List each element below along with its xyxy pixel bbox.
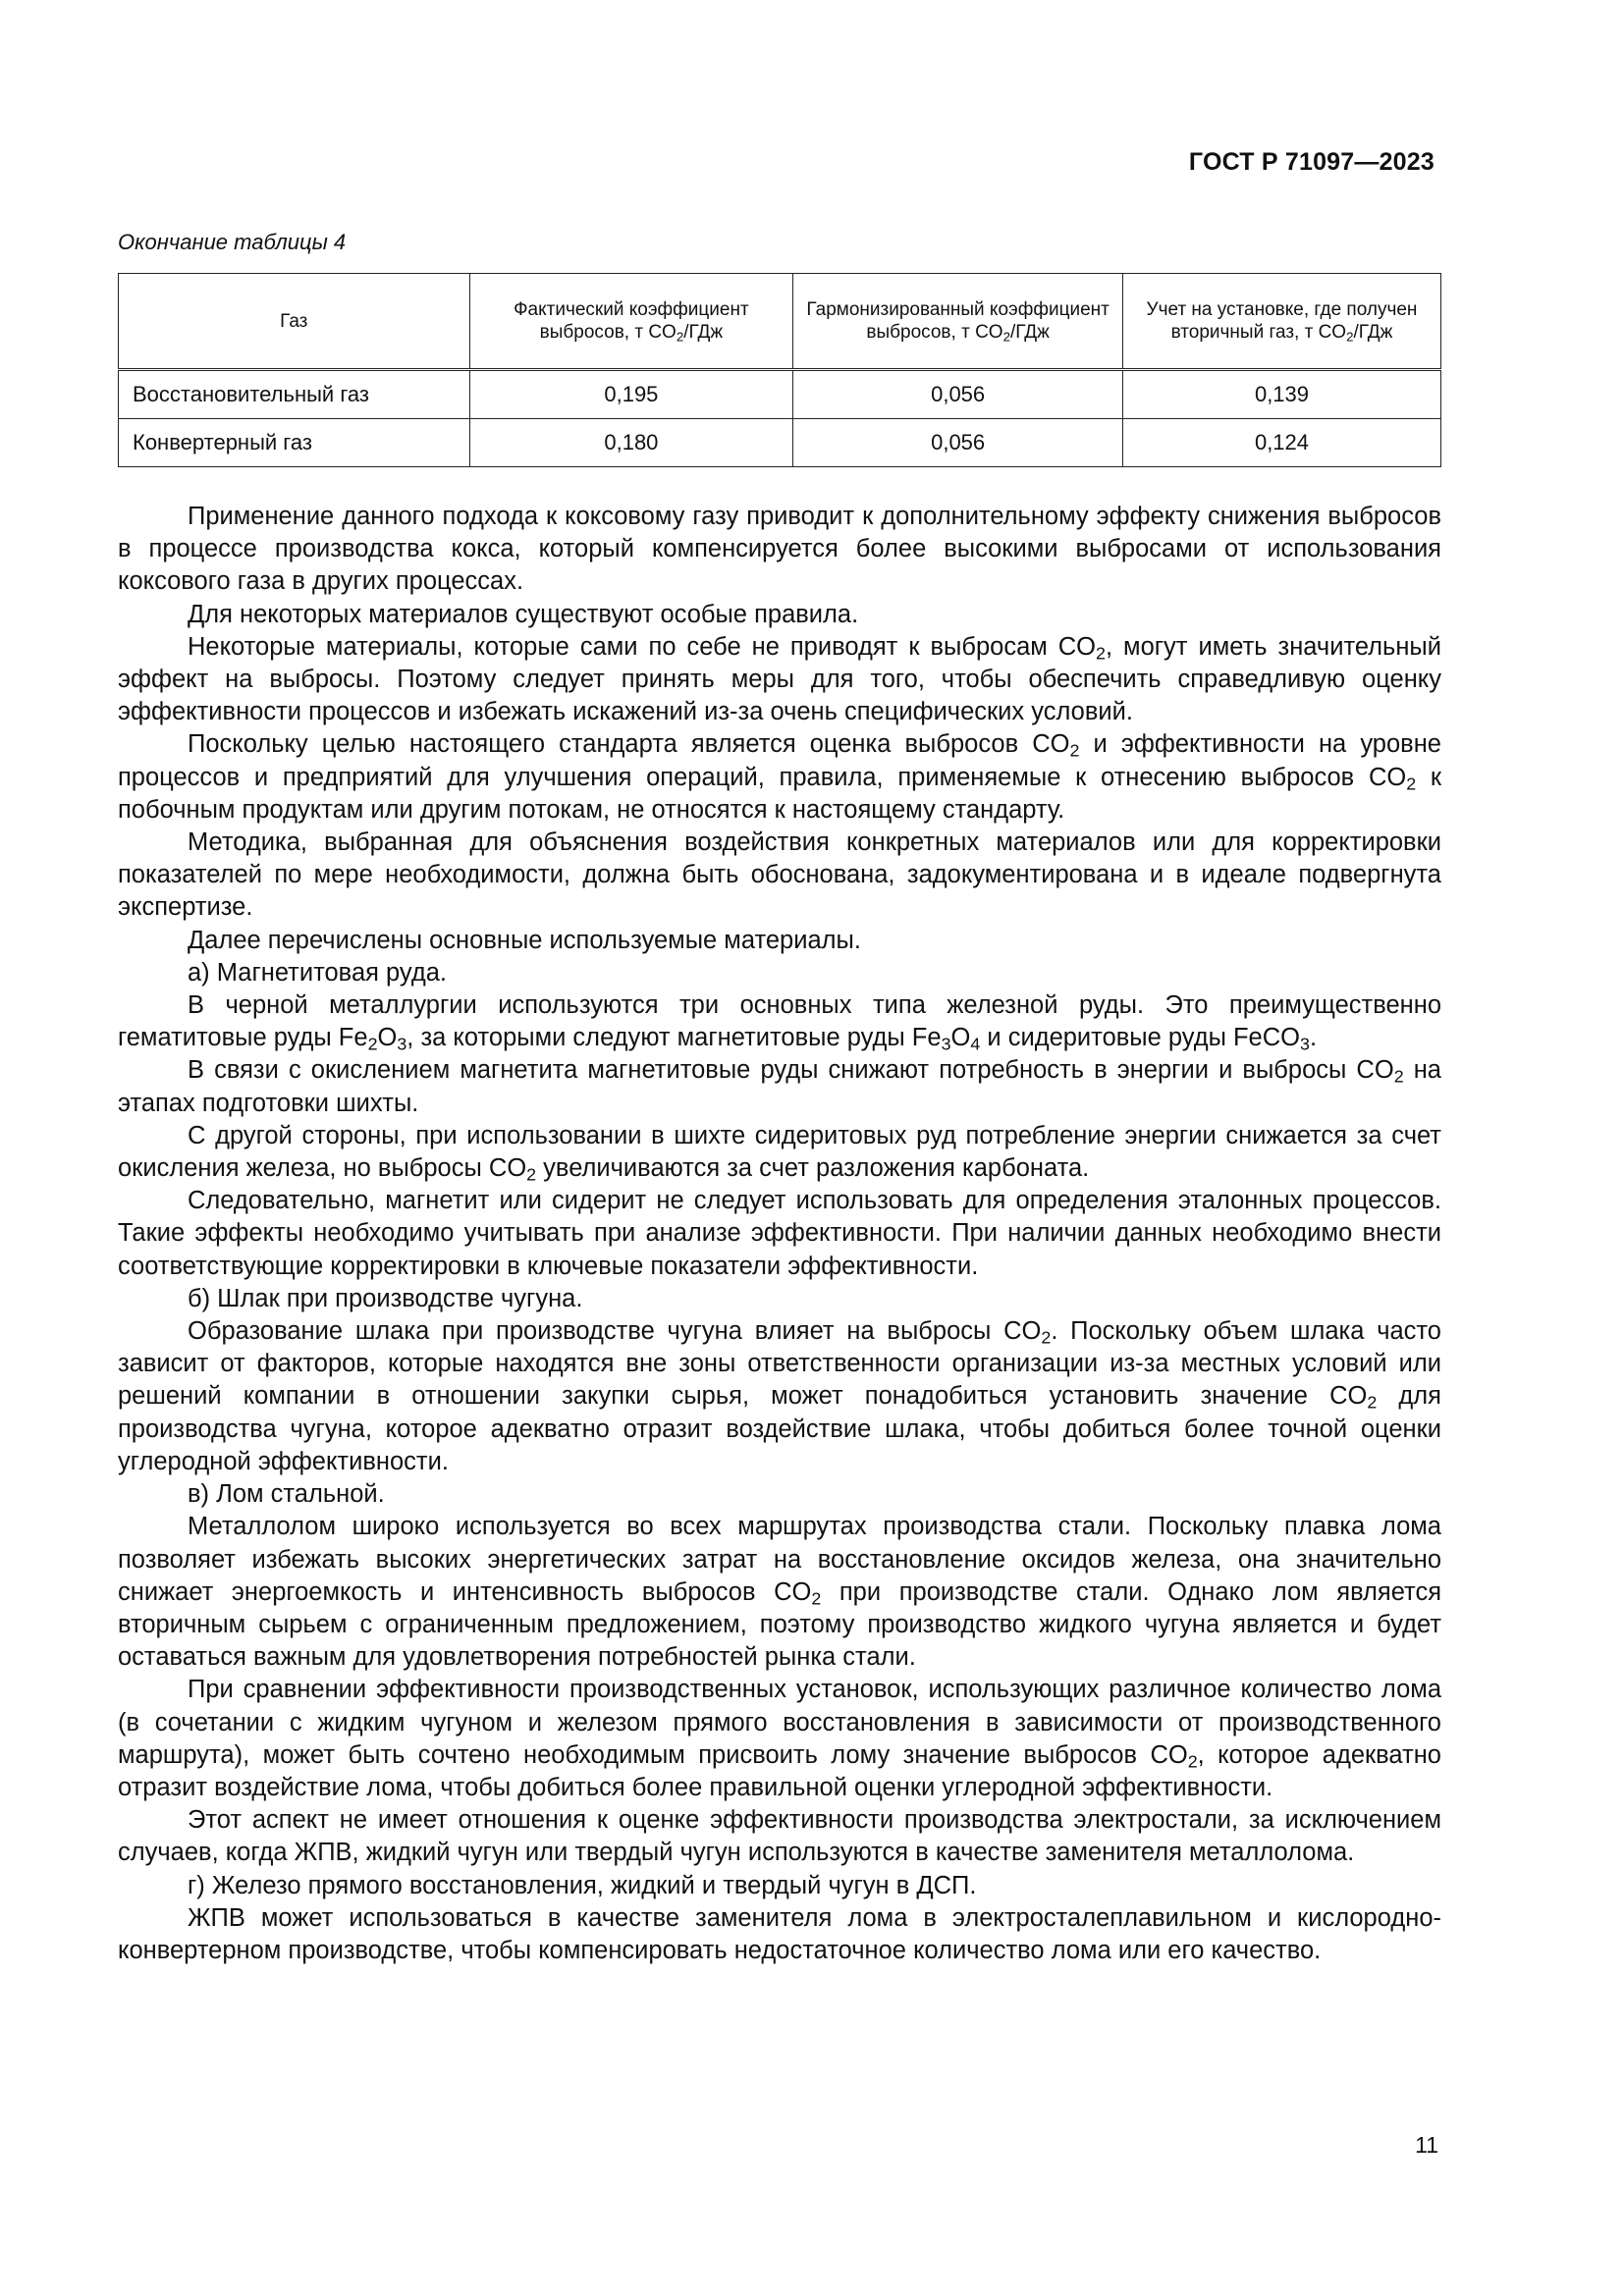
paragraph: Следовательно, магнетит или сидерит не следует использовать для определения эталонных процессов. Такие эффекты необходимо учитывать при анализе эффективности. При наличии данных необходимо внести соответствующие корректировки в ключевые показатели эффективности. xyxy=(118,1187,1441,1280)
table-cell: 0,180 xyxy=(469,419,793,467)
paragraph: Этот аспект не имеет отношения к оценке эффективности производства электростали, за исключением случаев, когда ЖПВ, жидкий чугун или твердый чугун используются в качестве заменителя металлолома. xyxy=(118,1806,1441,1867)
table-cell: 0,195 xyxy=(469,370,793,419)
paragraph: Для некоторых материалов существуют особые правила. xyxy=(188,600,859,628)
table-header-cell: Газ xyxy=(119,274,470,370)
table-cell: Восстановительный газ xyxy=(119,370,470,419)
paragraph: При сравнении эффективности производственных установок, использующих различное количество лома (в сочетании с жидким чугуном и железом прямого восстановления в зависимости от производственного маршрута), может быть сочтено необходимым присвоить лому значение выбросов $CO_2$, которое адекватно отразит воздействие лома, чтобы добиться более правильной оценки углеродной эффективности. xyxy=(118,1676,1441,1801)
table-row xyxy=(119,419,1441,467)
list-item: г) Железо прямого восстановления, жидкий и твердый чугун в ДСП. xyxy=(188,1871,977,1899)
paragraph: Некоторые материалы, которые сами по себе не приводят к выбросам $CO_2$, могут иметь значительный эффект на выбросы. Поэтому следует принять меры для того, чтобы обеспечить справедливую оценку эффективности процессов и избежать искажений из-за очень специфических условий. xyxy=(118,632,1441,726)
page-number: 11 xyxy=(1415,2132,1438,2158)
paragraph: Поскольку целью настоящего стандарта является оценка выбросов $CO_2$ и эффективности на уровне процессов и предприятий для улучшения операций, правила, применяемые к отнесению выбросов $CO_2$ к побочным продуктам или другим потокам, не относятся к настоящему стандарту. xyxy=(118,730,1442,824)
paragraph: Методика, выбранная для объяснения воздействия конкретных материалов или для корректировки показателей по мере необходимости, должна быть обоснована, задокументирована и в идеале подвергнута экспертизе. xyxy=(118,828,1441,922)
paragraph: С другой стороны, при использовании в шихте сидеритовых руд потребление энергии снижается за счет окисления железа, но выбросы $CO_2$ увеличиваются за счет разложения карбоната. xyxy=(118,1121,1441,1185)
body-text xyxy=(118,501,1441,1967)
table-cell: 0,056 xyxy=(793,419,1123,467)
table-row xyxy=(119,370,1441,419)
table-header-cell: Фактический коэффициент выбросов, т $CO_2$/ГДж xyxy=(469,274,793,370)
emission-factors-table xyxy=(118,273,1441,467)
paragraph: В черной металлургии используются три основных типа железной руды. Это преимущественно гематитовые руды $Fe_2O_3$, за которыми следуют магнетитовые руды $Fe_3O_4$ и сидеритовые руды FeCO$_3$. xyxy=(118,991,1441,1054)
paragraph: В связи с окислением магнетита магнетитовые руды снижают потребность в энергии и выбросы $CO_2$ на этапах подготовки шихты. xyxy=(118,1056,1441,1117)
paragraph: Образование шлака при производстве чугуна влияет на выбросы $CO_2$. Поскольку объем шлака часто зависит от факторов, которые находятся вне зоны ответственности организации из-за местных условий или решений компании в отношении закупки сырья, может понадобиться установить значение $CO_2$ для производства чугуна, которое адекватно отразит воздействие шлака, чтобы добиться более точной оценки углеродной эффективности. xyxy=(118,1317,1441,1475)
paragraph: ЖПВ может использоваться в качестве заменителя лома в электросталеплавильном и кислородно-конвертерном производстве, чтобы компенсировать недостаточное количество лома или его качество. xyxy=(118,1903,1441,1964)
table-header-cell: Учет на установке, где получен вторичный газ, т $CO_2$/ГДж xyxy=(1122,274,1440,370)
paragraph: Применение данного подхода к коксовому газу приводит к дополнительному эффекту снижения выбросов в процессе производства кокса, который компенсируется более высокими выбросами от использования коксового газа в других процессах. xyxy=(118,503,1441,596)
table-cell: Конвертерный газ xyxy=(119,419,470,467)
table-header-cell: Гармонизированный коэффициент выбросов, т $CO_2$/ГДж xyxy=(793,274,1123,370)
list-item: в) Лом стальной. xyxy=(188,1480,385,1509)
table-cell: 0,139 xyxy=(1122,370,1440,419)
list-item: а) Магнетитовая руда. xyxy=(188,958,447,987)
standard-id: ГОСТ Р 71097—2023 xyxy=(1188,148,1435,176)
list-item: б) Шлак при производстве чугуна. xyxy=(188,1284,583,1312)
paragraph: Далее перечислены основные используемые материалы. xyxy=(188,926,861,954)
table-caption: Окончание таблицы 4 xyxy=(118,230,347,254)
paragraph: Металлолом широко используется во всех маршрутах производства стали. Поскольку плавка лома позволяет избежать высоких энергетических затрат на восстановление оксидов железа, она значительно снижает энергоемкость и интенсивность выбросов $CO_2$ при производстве стали. Однако лом является вторичным сырьем с ограниченным предложением, поэтому производство жидкого чугуна является и будет оставаться важным для удовлетворения потребностей рынка стали. xyxy=(118,1513,1442,1672)
table-cell: 0,056 xyxy=(793,370,1123,419)
table-cell: 0,124 xyxy=(1122,419,1440,467)
table-header-row xyxy=(119,274,1441,370)
